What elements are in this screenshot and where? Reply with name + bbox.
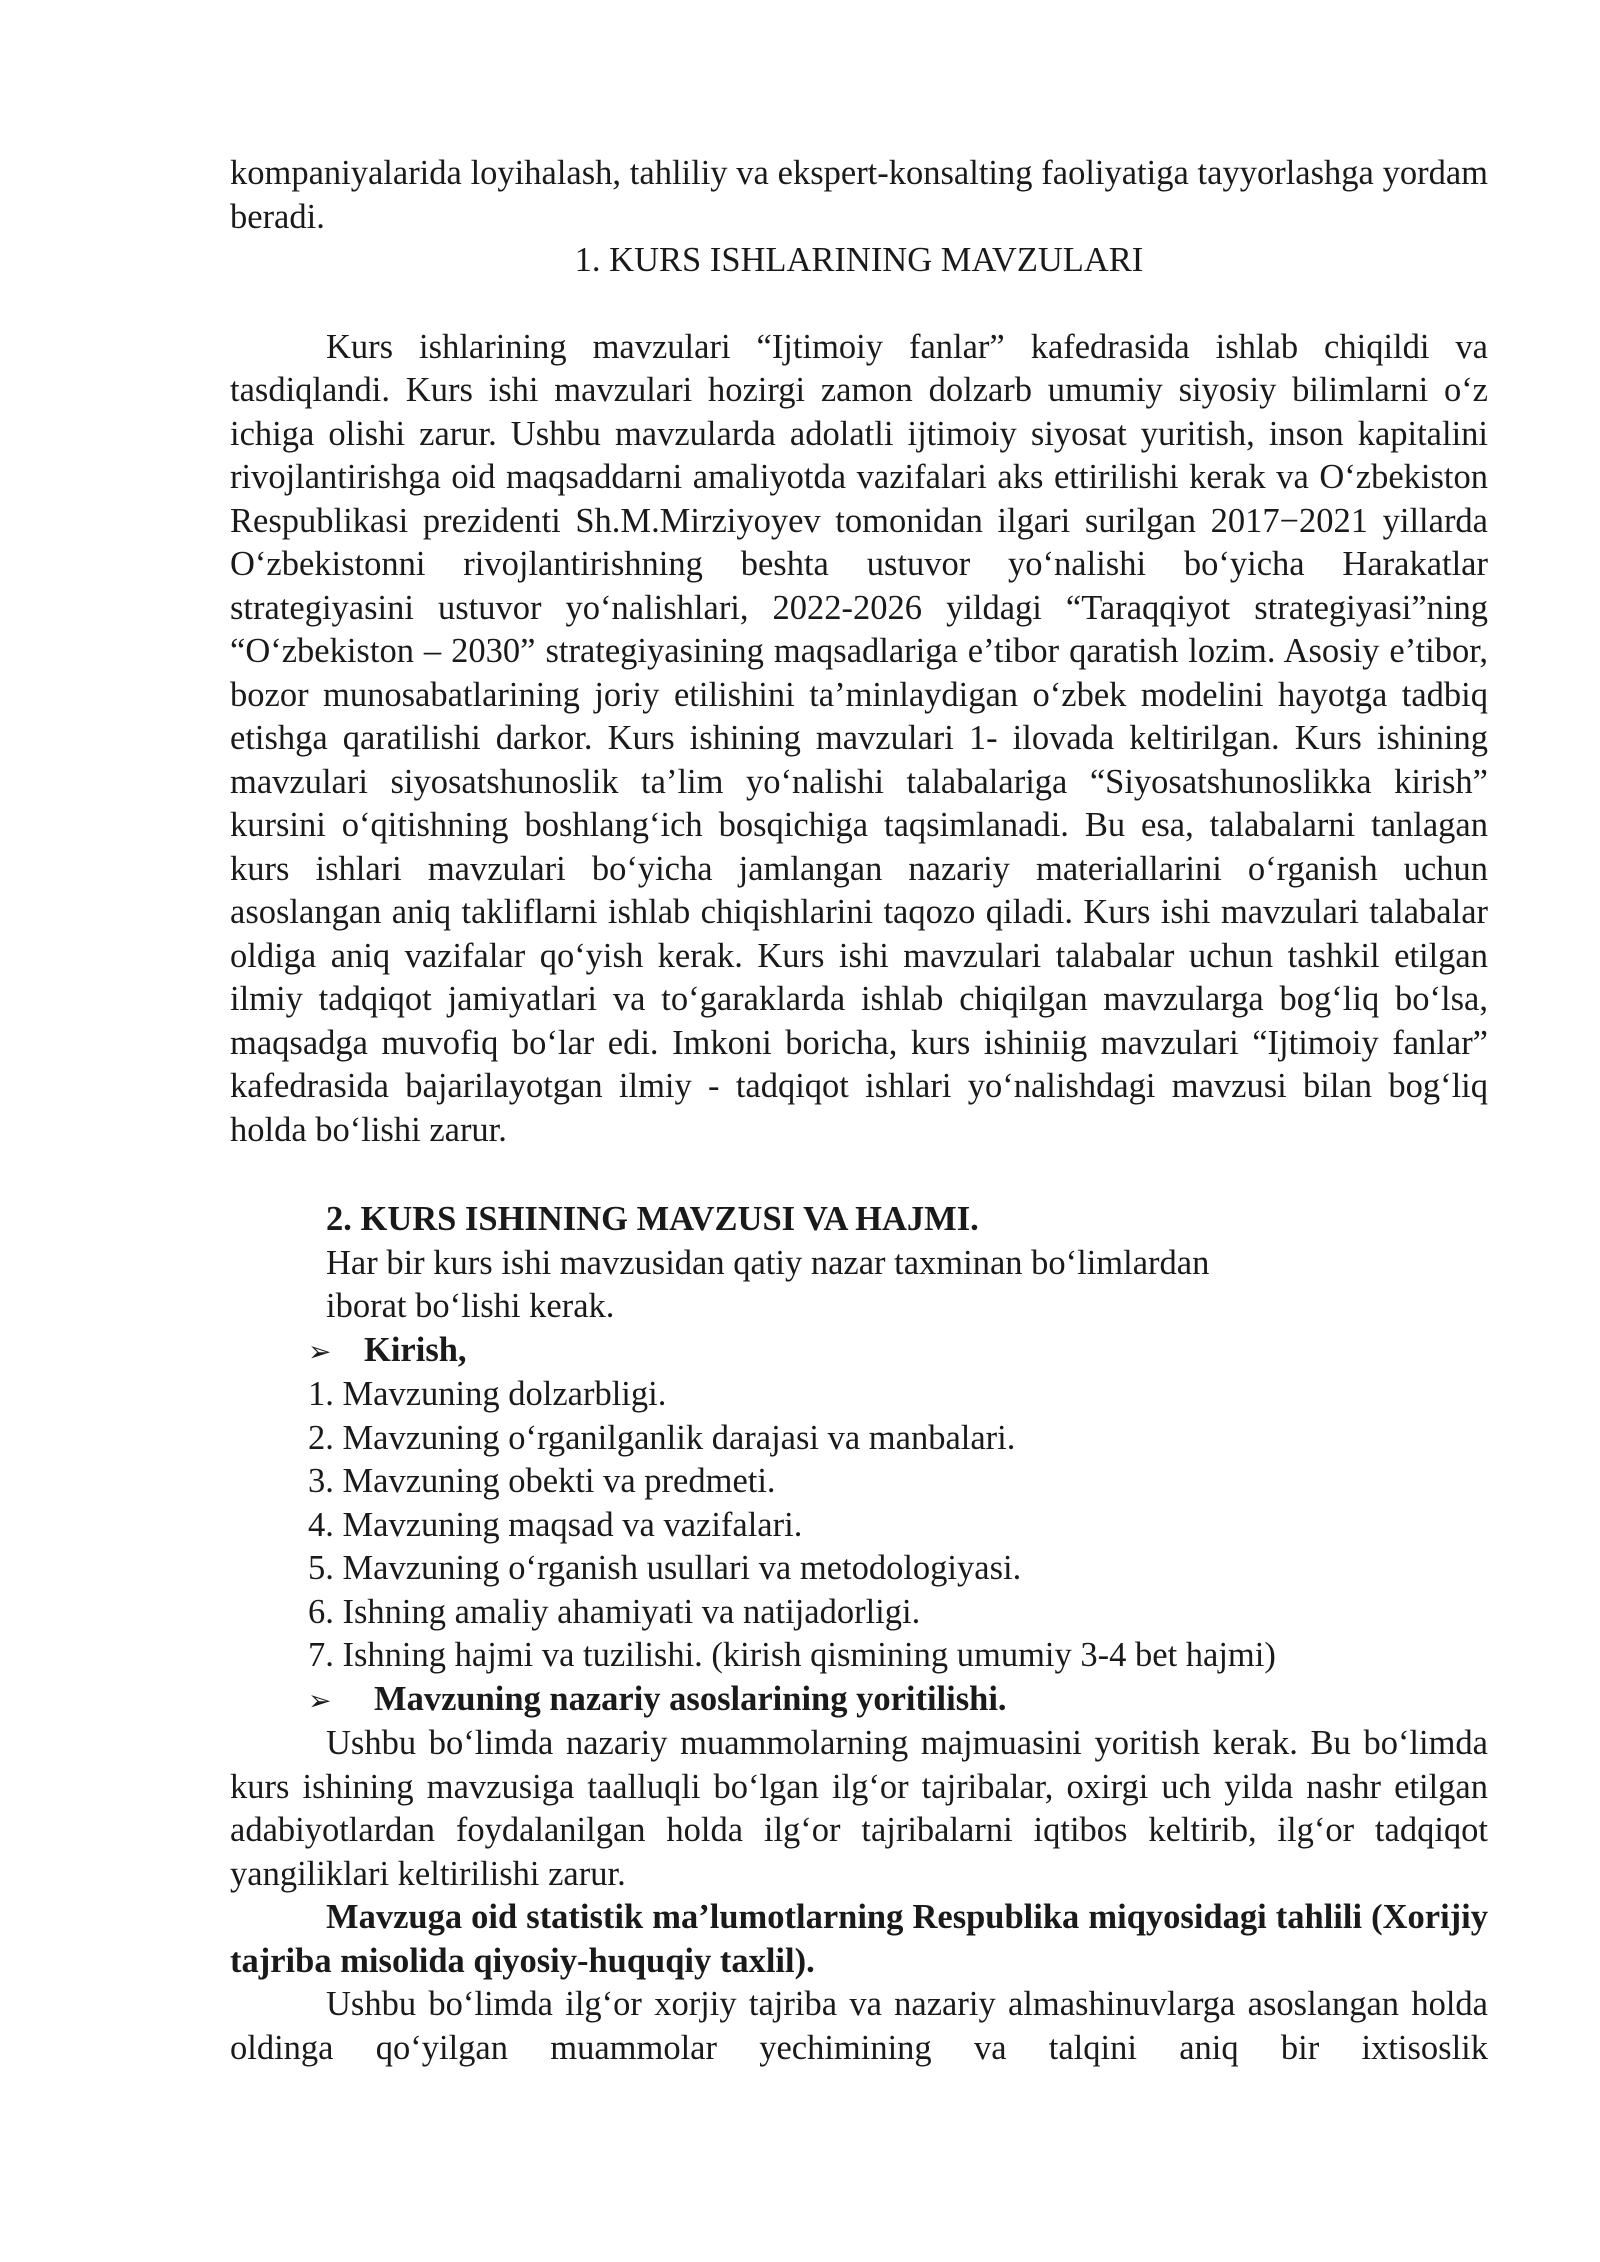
bullet-label: Kirish,	[364, 1330, 467, 1369]
arrow-bullet-icon: ➢	[308, 1334, 332, 1368]
section1-heading: 1. KURS ISHLARINING MAVZULARI	[574, 241, 1144, 279]
bullet-item-theory	[230, 1678, 1488, 1723]
section2-heading: 2. KURS ISHINING MAVZUSI VA HAJMI.	[326, 1200, 979, 1238]
bullet-item-intro	[230, 1329, 1488, 1374]
bullet-label: Mavzuning nazariy asoslarining yoritilishi.	[374, 1679, 1007, 1718]
statistics-heading: Mavzuga oid statistik ma’lumotlarning Respublika miqyosidagi tahlili (Xorijiy tajriba misolida qiyosiy-huquqiy taxlil).	[230, 1898, 1488, 1980]
intro-subitems-list	[230, 1373, 1488, 1678]
list-item: 4. Mavzuning maqsad va vazifalari.	[308, 1505, 803, 1544]
theory-paragraph: Ushbu bo‘limda nazariy muammolarning majmuasini yoritish kerak. Bu bo‘limda kurs ishining mavzusiga taalluqli bo‘lgan ilg‘or tajribalar, oxirgi uch yilda nashr etilgan adabiyotlardan foydalanilgan holda ilg‘or tajribalarni iqtibos keltirib, ilg‘or tadqiqot yangiliklari keltirilishi zarur.	[230, 1724, 1488, 1893]
list-item: 1. Mavzuning dolzarbligi.	[308, 1375, 667, 1413]
spacer	[230, 283, 1488, 326]
list-item: 6. Ishning amaliy ahamiyati va natijadorligi.	[308, 1592, 921, 1631]
list-item: 2. Mavzuning o‘rganilganlik darajasi va manbalari.	[308, 1418, 1016, 1457]
foreign-experience-paragraph: Ushbu bo‘limda ilg‘or xorjiy tajriba va nazariy almashinuvlarga asoslangan holda oldinga qo‘yilgan muammolar yechimining va talqini aniq bir ixtisoslik	[230, 1985, 1488, 2067]
list-item: 7. Ishning hajmi va tuzilishi. (kirish qismining umumiy 3-4 bet hajmi)	[308, 1636, 1276, 1674]
spacer	[230, 1152, 1488, 1198]
section2-intro-line1: Har bir kurs ishi mavzusidan qatiy nazar taxminan bo‘limlardan	[326, 1243, 1210, 1282]
section2-intro-line2: iborat bo‘lishi kerak.	[326, 1287, 615, 1325]
document-page	[230, 152, 1488, 2070]
list-item: 3. Mavzuning obekti va predmeti.	[308, 1462, 776, 1500]
intro-paragraph: kompaniyalarida loyihalash, tahliliy va ekspert-konsalting faoliyatiga tayyorlashga yordam beradi.	[230, 154, 1488, 236]
section1-paragraph: Kurs ishlarining mavzulari “Ijtimoiy fanlar” kafedrasida ishlab chiqildi va tasdiqlandi. Kurs ishi mavzulari hozirgi zamon dolzarb umumiy siyosiy bilimlarni o‘z ichiga olishi zarur. Ushbu mavzularda adolatli ijtimoiy siyosat yuritish, inson kapitalini rivojlantirishga oid maqsaddarni amaliyotda vazifalari aks ettirilishi kerak va O‘zbekiston Respublikasi prezidenti Sh.M.Mirziyoyev tomonidan ilgari surilgan 2017−2021 yillarda O‘zbekistonni rivojlantirishning beshta ustuvor yo‘nalishi bo‘yicha Harakatlar strategiyasini ustuvor yo‘nalishlari, 2022-2026 yildagi “Taraqqiyot strategiyasi”ning “O‘zbekiston – 2030” strategiyasining maqsadlariga e’tibor qaratish lozim. Asosiy e’tibor, bozor munosabatlarining joriy etilishini ta’minlaydigan o‘zbek modelini hayotga tadbiq etishga qaratilishi darkor. Kurs ishining mavzulari 1- ilovada keltirilgan. Kurs ishining mavzulari siyosatshunoslik ta’lim yo‘nalishi talabalariga “Siyosatshunoslikka kirish” kursini o‘qitishning boshlang‘ich bosqichiga taqsimlanadi. Bu esa, talabalarni tanlagan kurs ishlari mavzulari bo‘yicha jamlangan nazariy materiallarini o‘rganish uchun asoslangan aniq takliflarni ishlab chiqishlarini taqozo qiladi. Kurs ishi mavzulari talabalar oldiga aniq vazifalar qo‘yish kerak. Kurs ishi mavzulari talabalar uchun tashkil etilgan ilmiy tadqiqot jamiyatlari va to‘garaklarda ishlab chiqilgan mavzularga bog‘liq bo‘lsa, maqsadga muvofiq bo‘lar edi. Imkoni boricha, kurs ishiniig mavzulari “Ijtimoiy fanlar” kafedrasida bajarilayotgan ilmiy - tadqiqot ishlari yo‘nalishdagi mavzusi bilan bog‘liq holda bo‘lishi zarur.	[230, 327, 1488, 1149]
arrow-bullet-icon: ➢	[308, 1683, 332, 1717]
list-item: 5. Mavzuning o‘rganish usullari va metodologiyasi.	[308, 1549, 1022, 1587]
